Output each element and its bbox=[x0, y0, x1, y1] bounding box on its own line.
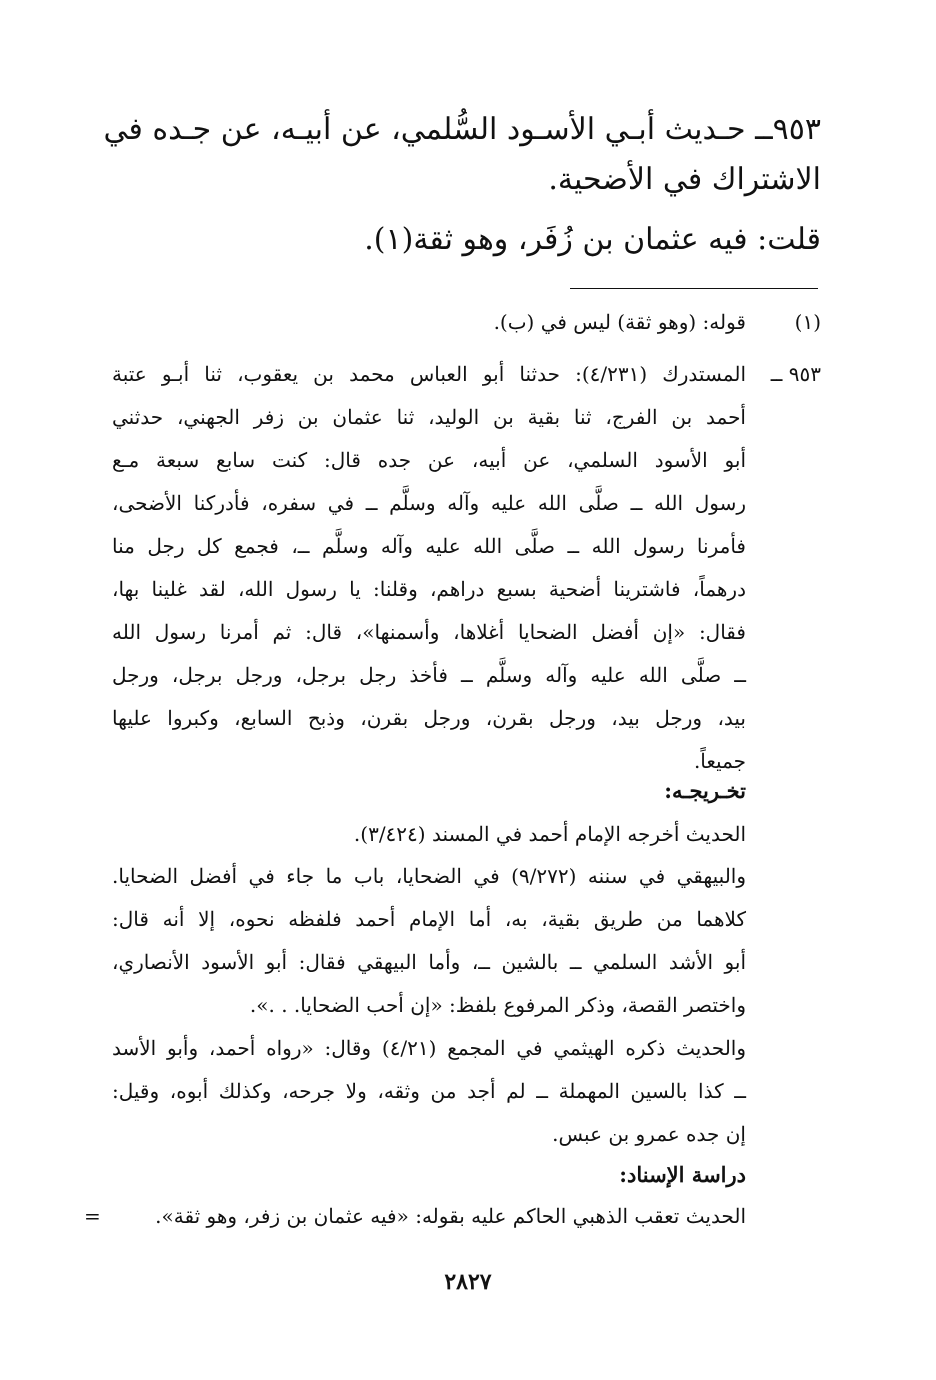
takhrij-line: ــ كذا بالسين المهملة ــ لم أجد من وثقه، ولا جرحه، وكذلك أبوه، وقيل: bbox=[112, 1079, 746, 1103]
page-number: ٢٨٢٧ bbox=[444, 1269, 492, 1295]
hadith-title-line-1: ٩٥٣ــ حـديث أبـي الأسـود السُّلمي، عن أبيـه، عن جـده في bbox=[103, 112, 821, 147]
commentary-line: فقال: «إن أفضل الضحايا أغلاها، وأسمنها»، قال: ثم أمرنا رسول الله bbox=[112, 620, 746, 644]
takhrij-line: كلاهما من طريق بقية، به، أما الإمام أحمد فلفظه نحوه، إلا أنه قال: bbox=[112, 907, 746, 931]
footnote-number: (١) bbox=[794, 310, 821, 334]
footnote-separator bbox=[570, 288, 818, 289]
isnad-line: الحديث تعقب الذهبي الحاكم عليه بقوله: «فيه عثمان بن زفر، وهو ثقة». bbox=[155, 1204, 746, 1228]
commentary-line: المستدرك (٤/٢٣١): حدثنا أبو العباس محمد بن يعقوب، ثنا أبـو عتبة bbox=[112, 362, 746, 386]
commentary-line: جميعاً. bbox=[693, 749, 746, 773]
takhrij-line: واختصر القصة، وذكر المرفوع بلفظ: «إن أحب الضحايا. . .». bbox=[249, 993, 746, 1017]
takhrij-line: أبو الأشد السلمي ــ بالشين ــ، وأما البيهقي فقال: أبو الأسود الأنصاري، bbox=[112, 950, 746, 974]
commentary-line: درهماً، فاشترينا أضحية بسبع دراهم، وقلنا: يا رسول الله، لقد غلينا بها، bbox=[112, 577, 746, 601]
takhrij-line: والبيهقي في سننه (٩/٢٧٢) في الضحايا، باب ما جاء في أفضل الضحايا. bbox=[112, 864, 746, 888]
takhrij-line: إن جده عمرو بن عبس. bbox=[552, 1122, 746, 1146]
commentary-line: ــ صلَّى الله عليه وآله وسلَّم ــ فأخذ رجل برجل، ورجل برجل، ورجل bbox=[112, 663, 746, 687]
takhrij-line: والحديث ذكره الهيثمي في المجمع (٤/٢١) وقال: «رواه أحمد، وأبو الأسد bbox=[112, 1036, 746, 1060]
hadith-title-line-2: الاشتراك في الأضحية. bbox=[548, 162, 821, 197]
commentary-line: بيد، ورجل بيد، ورجل بقرن، ورجل بقرن، وذبح السابع، وكبروا عليها bbox=[112, 706, 746, 730]
isnad-heading: دراسة الإسناد: bbox=[619, 1162, 746, 1187]
hadith-note: قلت: فيه عثمان بن زُفَر، وهو ثقة(١). bbox=[364, 222, 821, 257]
footnote-text: قوله: (وهو ثقة) ليس في (ب). bbox=[493, 310, 746, 334]
continuation-mark: = bbox=[84, 1204, 101, 1228]
commentary-line: أحمد بن الفرج، ثنا بقية بن الوليد، ثنا عثمان بن زفر الجهني، حدثني bbox=[112, 405, 746, 429]
commentary-line: رسول الله ــ صلَّى الله عليه وآله وسلَّم ــ في سفره، فأدركنا الأضحى، bbox=[112, 491, 746, 515]
commentary-line: أبو الأسود السلمي، عن أبيه، عن جده قال: كنت سابع سبعة مـع bbox=[112, 448, 746, 472]
takhrij-line: الحديث أخرجه الإمام أحمد في المسند (٣/٤٢٤). bbox=[353, 822, 746, 846]
commentary-number: ٩٥٣ ــ bbox=[770, 362, 821, 386]
commentary-line: فأمرنا رسول الله ــ صلَّى الله عليه وآله وسلَّم ــ، فجمع كل رجل منا bbox=[112, 534, 746, 558]
takhrij-heading: تخـريجـه: bbox=[664, 778, 746, 803]
